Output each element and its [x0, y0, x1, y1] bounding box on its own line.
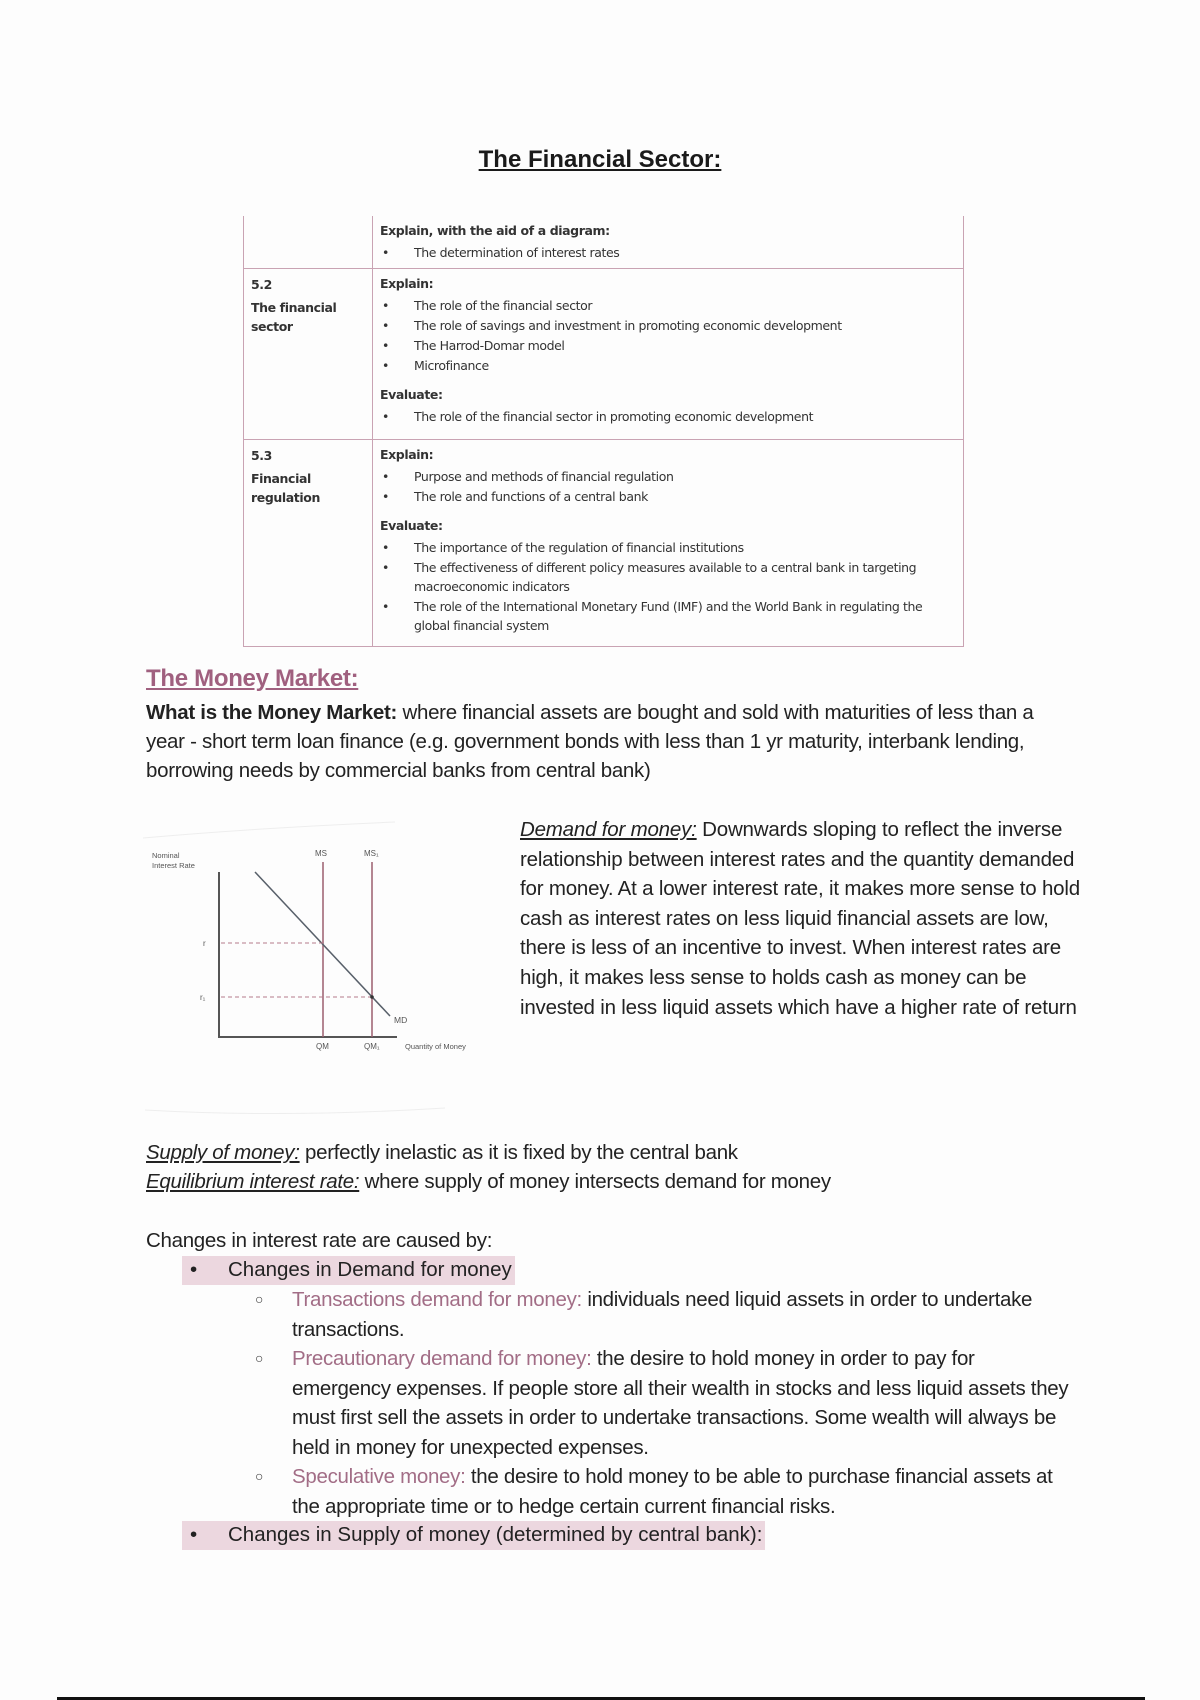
table-cell-topic	[244, 440, 373, 647]
table-cell-content	[373, 216, 963, 268]
list-item: • Purpose and methods of financial regulation	[382, 469, 674, 484]
list-item: • The role and functions of a central bank	[382, 489, 648, 504]
bullet-icon: •	[382, 409, 389, 424]
table-cell-content	[373, 440, 963, 647]
bullet-icon: •	[382, 318, 389, 333]
y-axis-label: Nominal	[152, 851, 180, 860]
equilibrium-point	[370, 995, 374, 999]
list-item: • The role of the International Monetary Fund (IMF) and the World Bank in regulating the global financial system	[382, 599, 923, 633]
circle-bullet-icon: ○	[255, 1291, 264, 1307]
syllabus-table	[243, 216, 964, 647]
list-item: • The importance of the regulation of financial institutions	[382, 540, 744, 555]
highlight: • Changes in Demand for money	[182, 1256, 515, 1285]
definition-label: What is the Money Market:	[146, 701, 398, 724]
topic-code: 5.2	[251, 277, 272, 292]
table-row	[244, 216, 963, 268]
bullet-icon: •	[382, 338, 389, 353]
bullet-icon: •	[382, 245, 389, 260]
list-item: • Microfinance	[382, 358, 489, 373]
page-title: The Financial Sector:	[478, 146, 722, 173]
section-heading-money-market: The Money Market:	[146, 665, 359, 692]
table-cell-content	[373, 269, 963, 439]
circle-bullet-icon: ○	[255, 1468, 264, 1484]
r1-label: r₁	[200, 993, 206, 1002]
list-item: • The determination of interest rates	[382, 245, 620, 260]
bullet-icon: •	[382, 560, 389, 575]
list-item: • The role of savings and investment in promoting economic development	[382, 318, 842, 333]
table-cell-topic	[244, 216, 373, 268]
demand-for-money-paragraph	[520, 815, 1080, 1022]
topic-code: 5.3	[251, 448, 272, 463]
list-item-transactions: ○ Transactions demand for money: individuals need liquid assets in order to undertake transactions.	[255, 1285, 1075, 1344]
table-row	[244, 439, 963, 647]
item-label: Transactions demand for money:	[292, 1288, 582, 1311]
item-label: Precautionary demand for money:	[292, 1347, 592, 1370]
circle-bullet-icon: ○	[255, 1350, 264, 1366]
table-cell-topic	[244, 269, 373, 439]
bullet-icon: •	[382, 298, 389, 313]
bullet-icon: •	[382, 599, 389, 614]
list-item: • The effectiveness of different policy measures available to a central bank in targeting macroeconomic indicators	[382, 560, 917, 594]
bullet-icon: •	[382, 358, 389, 373]
list-item-demand-changes	[182, 1256, 515, 1285]
r-label: r	[203, 939, 206, 948]
topic-name: The financial sector	[251, 300, 337, 334]
supply-label: Supply of money:	[146, 1141, 300, 1164]
section-heading: Explain:	[380, 447, 434, 462]
section-heading: Evaluate:	[380, 518, 443, 533]
table-row	[244, 268, 963, 439]
changes-intro: Changes in interest rate are caused by:	[146, 1229, 493, 1252]
money-market-definition	[146, 698, 1066, 785]
bullet-icon: •	[382, 489, 389, 504]
demand-label: Demand for money:	[520, 818, 697, 841]
qm-label: QM	[316, 1042, 329, 1051]
md-label: MD	[394, 1015, 408, 1025]
ms1-label: MS₁	[364, 849, 379, 858]
bullet-icon: •	[382, 540, 389, 555]
list-item: • The role of the financial sector	[382, 298, 593, 313]
list-item-precautionary: ○ Precautionary demand for money: the desire to hold money in order to pay for emergency expenses. If people store all their wealth in stocks and less liquid assets they must first sell the assets in order to undertake transactions. Some wealth will always be held in money for unexpected expenses.	[255, 1344, 1075, 1462]
topic-name: Financial regulation	[251, 471, 320, 505]
equilibrium-label: Equilibrium interest rate:	[146, 1170, 360, 1193]
section-heading: Explain, with the aid of a diagram:	[380, 223, 610, 238]
ms-label: MS	[315, 849, 327, 858]
definition-text: where financial assets are bought and sold with maturities of less than a year - short term loan finance (e.g. government bonds with less than 1 yr maturity, interbank lending, borrowing needs by commercial banks from central bank)	[146, 701, 1034, 782]
list-item: • The role of the financial sector in promoting economic development	[382, 409, 814, 424]
section-heading: Evaluate:	[380, 387, 443, 402]
x-axis-label: Quantity of Money	[405, 1042, 466, 1051]
highlight: • Changes in Supply of money (determined by central bank):	[182, 1521, 765, 1550]
bullet-icon: •	[382, 469, 389, 484]
list-item-supply-changes	[182, 1521, 765, 1550]
y-axis-label: Interest Rate	[152, 861, 195, 870]
bullet-icon: •	[190, 1258, 198, 1281]
equilibrium-line: Equilibrium interest rate: where supply of money intersects demand for money	[146, 1170, 831, 1193]
demand-text: Downwards sloping to reflect the inverse relationship between interest rates and the quantity demanded for money. At a lower interest rate, it makes more sense to hold cash as interest rates on less liquid financial assets are low, there is less of an incentive to invest. When interest rates are high, it makes less sense to holds cash as money can be invested in less liquid assets which have a higher rate of return	[520, 818, 1080, 1019]
qm1-label: QM₁	[364, 1042, 380, 1051]
section-heading: Explain:	[380, 276, 434, 291]
item-label: Speculative money:	[292, 1465, 466, 1488]
supply-of-money-line: Supply of money: perfectly inelastic as it is fixed by the central bank	[146, 1141, 738, 1164]
list-item-speculative: ○ Speculative money: the desire to hold money to be able to purchase financial assets at the appropriate time or to hedge certain current financial risks.	[255, 1462, 1075, 1521]
bullet-icon: •	[190, 1523, 198, 1546]
list-item: • The Harrod-Domar model	[382, 338, 565, 353]
money-market-diagram	[135, 820, 505, 1120]
